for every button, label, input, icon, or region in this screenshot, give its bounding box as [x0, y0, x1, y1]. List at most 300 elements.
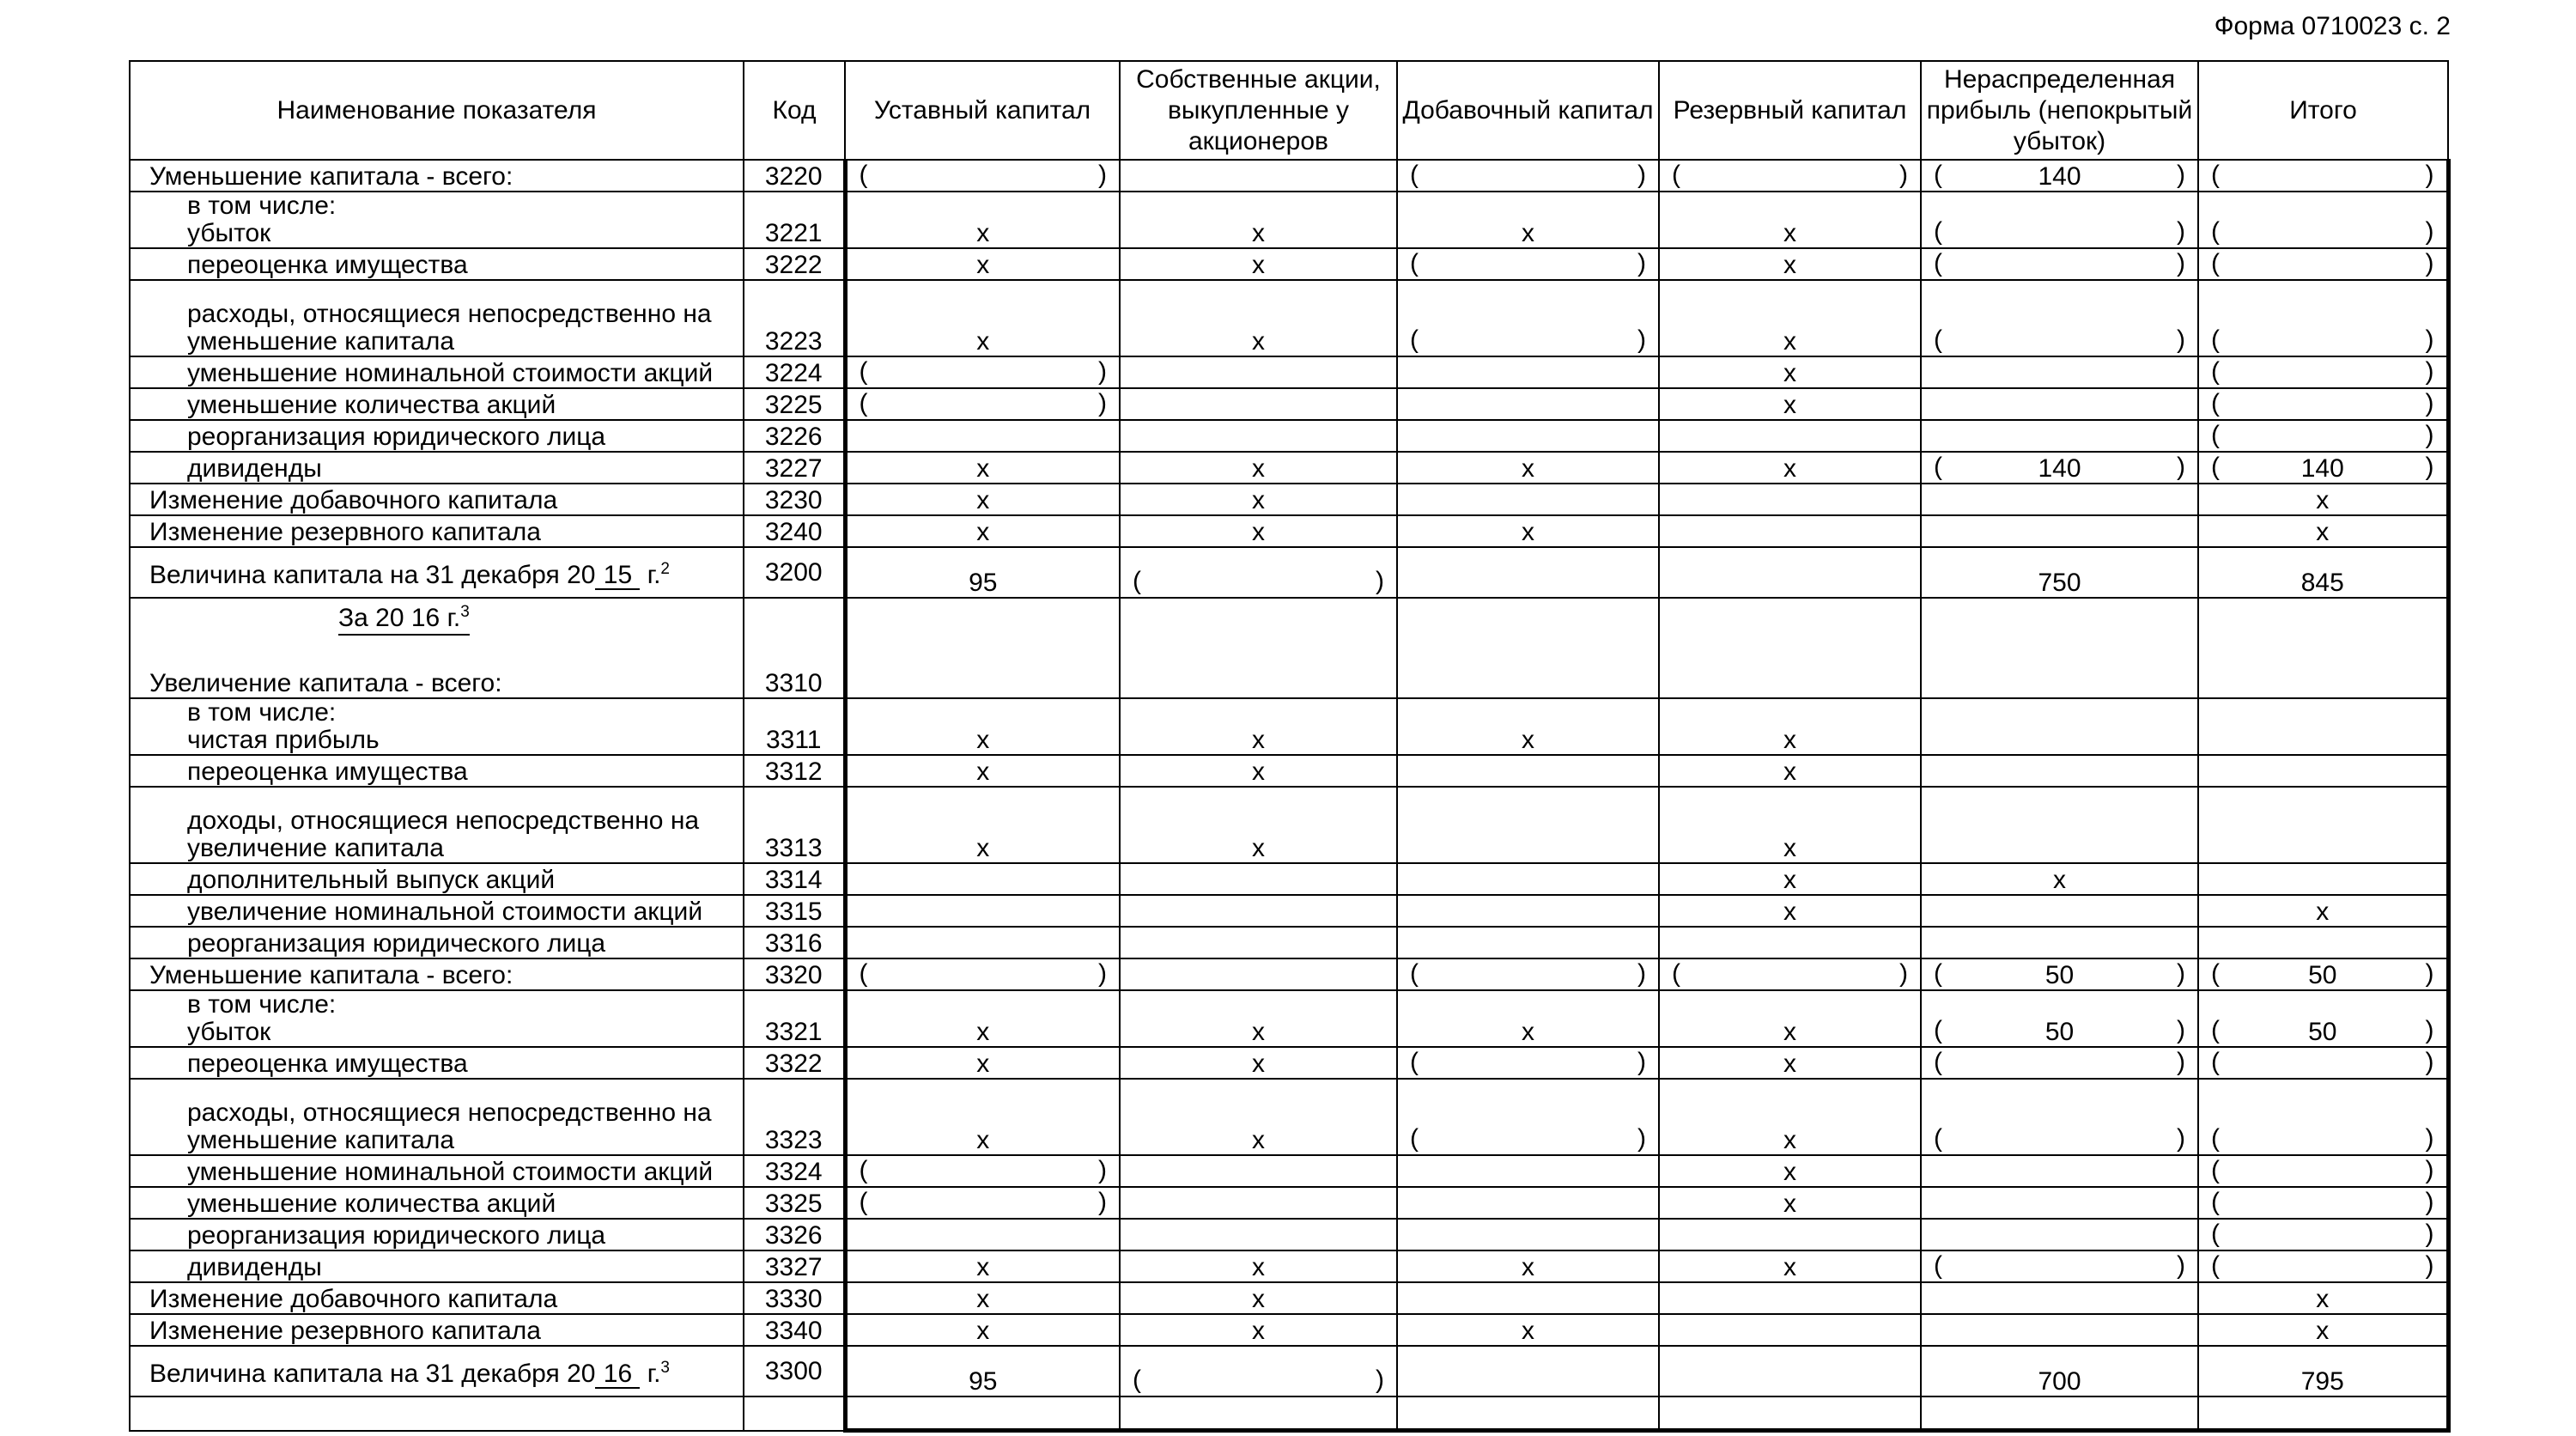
- authorized-capital-cell: x: [845, 248, 1120, 280]
- table-row: [130, 895, 2448, 927]
- row-label: Изменение резервного капитала: [130, 1314, 744, 1346]
- row-label-text: чистая прибыль: [187, 726, 380, 754]
- retained-earnings-cell: [1921, 1282, 2198, 1314]
- header-reserve-capital: Резервный капитал: [1659, 61, 1921, 160]
- reserve-capital-cell: x: [1659, 1047, 1921, 1079]
- row-code: 3320: [744, 958, 845, 990]
- table-row: [130, 863, 2448, 895]
- total-cell: [2198, 388, 2448, 420]
- reserve-capital-cell: [1659, 515, 1921, 547]
- row-code: 3311: [744, 698, 845, 755]
- total-cell: [2198, 1155, 2448, 1187]
- reserve-capital-cell: x: [1659, 1079, 1921, 1155]
- own-shares-cell: x: [1120, 1282, 1397, 1314]
- row-label: Уменьшение капитала - всего:: [130, 160, 744, 192]
- additional-capital-cell: [1397, 547, 1659, 598]
- authorized-capital-cell: [845, 1187, 1120, 1219]
- retained-earnings-cell: 700: [1921, 1346, 2198, 1396]
- row-code: 3220: [744, 160, 845, 192]
- additional-capital-cell: [1397, 280, 1659, 356]
- additional-capital-cell: [1397, 356, 1659, 388]
- row-label: Уменьшение капитала - всего:: [130, 958, 744, 990]
- retained-earnings-cell: [1921, 388, 2198, 420]
- retained-earnings-cell: [1921, 698, 2198, 755]
- retained-earnings-cell: [1921, 1047, 2198, 1079]
- own-shares-cell: x: [1120, 1047, 1397, 1079]
- retained-earnings-cell: ( 50 ): [1921, 990, 2198, 1047]
- retained-earnings-cell: [1921, 1250, 2198, 1282]
- row-label-intro: доходы, относящиеся непосредственно на: [187, 806, 700, 835]
- row-code: 3225: [744, 388, 845, 420]
- retained-earnings-cell: [1921, 755, 2198, 787]
- table-row: [130, 755, 2448, 787]
- reserve-capital-cell: [1659, 484, 1921, 515]
- total-cell: [2198, 192, 2448, 248]
- additional-capital-cell: [1397, 1187, 1659, 1219]
- additional-capital-cell: [1397, 927, 1659, 958]
- own-shares-cell: [1120, 1187, 1397, 1219]
- own-shares-cell: [1120, 598, 1397, 698]
- reserve-capital-cell: x: [1659, 787, 1921, 863]
- authorized-capital-cell: x: [845, 990, 1120, 1047]
- period-year: 16: [410, 604, 440, 632]
- table-row: [130, 1346, 2448, 1396]
- retained-earnings-cell: [1921, 1219, 2198, 1250]
- retained-earnings-cell: [1921, 1155, 2198, 1187]
- year-field: 15: [595, 563, 640, 590]
- row-label: [130, 192, 744, 248]
- retained-earnings-cell: [1921, 1079, 2198, 1155]
- header-row: [130, 61, 2448, 160]
- table-row-empty: [130, 1396, 2448, 1431]
- header-authorized-capital: Уставный капитал: [845, 61, 1120, 160]
- own-shares-cell: x: [1120, 1314, 1397, 1346]
- row-code: 3326: [744, 1219, 845, 1250]
- retained-earnings-cell: [1921, 484, 2198, 515]
- year-field: 16: [595, 1361, 640, 1389]
- header-own-shares: Собственные акции, выкупленные у акционеров: [1120, 61, 1397, 160]
- additional-capital-cell: [1397, 895, 1659, 927]
- authorized-capital-cell: x: [845, 515, 1120, 547]
- authorized-capital-cell: [845, 958, 1120, 990]
- authorized-capital-cell: x: [845, 1250, 1120, 1282]
- row-code: 3221: [744, 192, 845, 248]
- row-label: Изменение добавочного капитала: [130, 484, 744, 515]
- additional-capital-cell: x: [1397, 192, 1659, 248]
- row-code: 3327: [744, 1250, 845, 1282]
- form-number: Форма 0710023 с. 2: [2214, 12, 2451, 40]
- authorized-capital-cell: x: [845, 1047, 1120, 1079]
- additional-capital-cell: x: [1397, 1314, 1659, 1346]
- authorized-capital-cell: [845, 598, 1120, 698]
- additional-capital-cell: x: [1397, 452, 1659, 484]
- own-shares-cell: x: [1120, 1250, 1397, 1282]
- row-code: 3314: [744, 863, 845, 895]
- own-shares-cell: x: [1120, 990, 1397, 1047]
- retained-earnings-cell: [1921, 515, 2198, 547]
- reserve-capital-cell: x: [1659, 990, 1921, 1047]
- own-shares-cell: [1120, 388, 1397, 420]
- row-code: 3325: [744, 1187, 845, 1219]
- year-suffix: г.: [647, 560, 661, 589]
- additional-capital-cell: [1397, 755, 1659, 787]
- total-cell: ( 140 ): [2198, 452, 2448, 484]
- retained-earnings-cell: [1921, 927, 2198, 958]
- total-cell: [2198, 698, 2448, 755]
- row-code: 3324: [744, 1155, 845, 1187]
- row-label: [130, 1346, 744, 1396]
- reserve-capital-cell: x: [1659, 895, 1921, 927]
- reserve-capital-cell: x: [1659, 1155, 1921, 1187]
- table-row: [130, 958, 2448, 990]
- own-shares-cell: [1120, 1155, 1397, 1187]
- reserve-capital-cell: x: [1659, 452, 1921, 484]
- table-row: [130, 547, 2448, 598]
- retained-earnings-cell: [1921, 248, 2198, 280]
- row-code: 3200: [744, 547, 845, 598]
- row-label: [130, 1079, 744, 1155]
- reserve-capital-cell: [1659, 1346, 1921, 1396]
- total-cell: [2198, 280, 2448, 356]
- reserve-capital-cell: [1659, 1314, 1921, 1346]
- row-code: 3230: [744, 484, 845, 515]
- authorized-capital-cell: 95: [845, 1346, 1120, 1396]
- authorized-capital-cell: x: [845, 452, 1120, 484]
- own-shares-cell: [1120, 420, 1397, 452]
- reserve-capital-cell: x: [1659, 698, 1921, 755]
- row-code: 3227: [744, 452, 845, 484]
- period-header: [149, 599, 743, 636]
- table-row: [130, 192, 2448, 248]
- retained-earnings-cell: ( 140 ): [1921, 452, 2198, 484]
- reserve-capital-cell: x: [1659, 1250, 1921, 1282]
- additional-capital-cell: [1397, 1079, 1659, 1155]
- authorized-capital-cell: 95: [845, 547, 1120, 598]
- total-cell: x: [2198, 895, 2448, 927]
- empty-cell: [744, 1396, 845, 1431]
- total-cell: [2198, 598, 2448, 698]
- table-row: [130, 452, 2448, 484]
- total-cell: 795: [2198, 1346, 2448, 1396]
- row-code: 3224: [744, 356, 845, 388]
- authorized-capital-cell: x: [845, 192, 1120, 248]
- additional-capital-cell: [1397, 1219, 1659, 1250]
- own-shares-cell: x: [1120, 280, 1397, 356]
- retained-earnings-cell: [1921, 192, 2198, 248]
- reserve-capital-cell: x: [1659, 388, 1921, 420]
- additional-capital-cell: x: [1397, 1250, 1659, 1282]
- authorized-capital-cell: [845, 895, 1120, 927]
- row-label: [130, 787, 744, 863]
- total-cell: [2198, 1187, 2448, 1219]
- total-cell: [2198, 787, 2448, 863]
- row-label-text: увеличение капитала: [187, 834, 444, 862]
- year-suffix: г.: [647, 1359, 661, 1388]
- reserve-capital-cell: x: [1659, 1187, 1921, 1219]
- row-code: 3310: [744, 598, 845, 698]
- capital-changes-table: [129, 60, 2451, 1433]
- row-code: 3330: [744, 1282, 845, 1314]
- empty-cell: [2198, 1396, 2448, 1431]
- table-row: [130, 1047, 2448, 1079]
- authorized-capital-cell: x: [845, 1079, 1120, 1155]
- authorized-capital-cell: x: [845, 484, 1120, 515]
- empty-cell: [1397, 1396, 1659, 1431]
- total-cell: [2198, 420, 2448, 452]
- header-retained-earnings: Нераспределенная прибыль (непокрытый убыток): [1921, 61, 2198, 160]
- additional-capital-cell: [1397, 1155, 1659, 1187]
- total-cell: [2198, 356, 2448, 388]
- own-shares-cell: x: [1120, 248, 1397, 280]
- own-shares-cell: x: [1120, 755, 1397, 787]
- reserve-capital-cell: [1659, 547, 1921, 598]
- row-code: 3240: [744, 515, 845, 547]
- total-cell: [2198, 863, 2448, 895]
- reserve-capital-cell: [1659, 958, 1921, 990]
- table-row: [130, 698, 2448, 755]
- row-code: 3313: [744, 787, 845, 863]
- reserve-capital-cell: [1659, 420, 1921, 452]
- own-shares-cell: [1120, 1219, 1397, 1250]
- retained-earnings-cell: [1921, 1187, 2198, 1219]
- own-shares-cell: x: [1120, 787, 1397, 863]
- table-row: [130, 787, 2448, 863]
- row-code: 3226: [744, 420, 845, 452]
- header-total: Итого: [2198, 61, 2448, 160]
- row-label: переоценка имущества: [130, 248, 744, 280]
- retained-earnings-cell: ( 50 ): [1921, 958, 2198, 990]
- footnote-mark: 2: [660, 559, 670, 578]
- additional-capital-cell: x: [1397, 698, 1659, 755]
- table-body: [130, 160, 2448, 1431]
- row-label: дивиденды: [130, 1250, 744, 1282]
- reserve-capital-cell: x: [1659, 755, 1921, 787]
- table-row: [130, 388, 2448, 420]
- retained-earnings-cell: [1921, 1314, 2198, 1346]
- row-label-text: Увеличение капитала - всего:: [149, 669, 502, 697]
- reserve-capital-cell: [1659, 927, 1921, 958]
- additional-capital-cell: [1397, 787, 1659, 863]
- own-shares-cell: x: [1120, 192, 1397, 248]
- row-label-intro: расходы, относящиеся непосредственно на: [187, 1098, 712, 1127]
- retained-earnings-cell: [1921, 420, 2198, 452]
- authorized-capital-cell: [845, 927, 1120, 958]
- total-cell: [2198, 1079, 2448, 1155]
- row-label: [130, 990, 744, 1047]
- row-code: 3312: [744, 755, 845, 787]
- additional-capital-cell: [1397, 420, 1659, 452]
- reserve-capital-cell: [1659, 598, 1921, 698]
- table-row: [130, 1155, 2448, 1187]
- row-label-intro: в том числе:: [187, 192, 337, 220]
- total-cell: 845: [2198, 547, 2448, 598]
- row-label-text: убыток: [187, 219, 271, 247]
- table-row: [130, 515, 2448, 547]
- reserve-capital-cell: x: [1659, 280, 1921, 356]
- row-label: уменьшение номинальной стоимости акций: [130, 356, 744, 388]
- additional-capital-cell: [1397, 484, 1659, 515]
- authorized-capital-cell: [845, 420, 1120, 452]
- authorized-capital-cell: [845, 1219, 1120, 1250]
- empty-cell: [1659, 1396, 1921, 1431]
- row-code: 3222: [744, 248, 845, 280]
- own-shares-cell: x: [1120, 484, 1397, 515]
- table-row: [130, 927, 2448, 958]
- row-label: уменьшение количества акций: [130, 388, 744, 420]
- row-label: дополнительный выпуск акций: [130, 863, 744, 895]
- authorized-capital-cell: x: [845, 1282, 1120, 1314]
- table-row: [130, 484, 2448, 515]
- total-cell: x: [2198, 1314, 2448, 1346]
- period-label: За 20: [338, 604, 404, 632]
- row-label-intro: в том числе:: [187, 698, 337, 727]
- table-row: [130, 420, 2448, 452]
- own-shares-cell: [1120, 895, 1397, 927]
- row-label: реорганизация юридического лица: [130, 420, 744, 452]
- additional-capital-cell: [1397, 958, 1659, 990]
- table-row: [130, 356, 2448, 388]
- row-label-text: уменьшение капитала: [187, 1126, 455, 1154]
- row-label-text: убыток: [187, 1018, 271, 1046]
- authorized-capital-cell: [845, 160, 1120, 192]
- total-cell: x: [2198, 1282, 2448, 1314]
- row-code: 3322: [744, 1047, 845, 1079]
- authorized-capital-cell: [845, 356, 1120, 388]
- own-shares-cell: x: [1120, 452, 1397, 484]
- own-shares-cell: [1120, 1346, 1397, 1396]
- row-label: [130, 547, 744, 598]
- authorized-capital-cell: x: [845, 698, 1120, 755]
- authorized-capital-cell: [845, 388, 1120, 420]
- own-shares-cell: x: [1120, 1079, 1397, 1155]
- row-label: переоценка имущества: [130, 1047, 744, 1079]
- own-shares-cell: [1120, 958, 1397, 990]
- total-cell: [2198, 1047, 2448, 1079]
- retained-earnings-cell: [1921, 787, 2198, 863]
- table-row: [130, 1282, 2448, 1314]
- reserve-capital-cell: x: [1659, 356, 1921, 388]
- own-shares-cell: x: [1120, 698, 1397, 755]
- retained-earnings-cell: [1921, 598, 2198, 698]
- row-label: дивиденды: [130, 452, 744, 484]
- total-cell: [2198, 755, 2448, 787]
- row-label: Изменение резервного капитала: [130, 515, 744, 547]
- row-code: 3315: [744, 895, 845, 927]
- row-label: [130, 280, 744, 356]
- additional-capital-cell: x: [1397, 990, 1659, 1047]
- total-cell: [2198, 927, 2448, 958]
- header-additional-capital: Добавочный капитал: [1397, 61, 1659, 160]
- empty-cell: [1120, 1396, 1397, 1431]
- own-shares-cell: x: [1120, 515, 1397, 547]
- authorized-capital-cell: [845, 1155, 1120, 1187]
- table-row: [130, 1250, 2448, 1282]
- additional-capital-cell: [1397, 1282, 1659, 1314]
- row-label: [130, 598, 744, 698]
- table-row: [130, 1314, 2448, 1346]
- row-label: увеличение номинальной стоимости акций: [130, 895, 744, 927]
- retained-earnings-cell: 750: [1921, 547, 2198, 598]
- own-shares-cell: [1120, 160, 1397, 192]
- row-code: 3223: [744, 280, 845, 356]
- row-label: уменьшение номинальной стоимости акций: [130, 1155, 744, 1187]
- footnote-mark: 3: [460, 603, 470, 621]
- reserve-capital-cell: [1659, 160, 1921, 192]
- total-cell: ( 50 ): [2198, 958, 2448, 990]
- additional-capital-cell: [1397, 863, 1659, 895]
- retained-earnings-cell: [1921, 280, 2198, 356]
- total-cell: x: [2198, 515, 2448, 547]
- row-code: 3340: [744, 1314, 845, 1346]
- table-row: [130, 1187, 2448, 1219]
- additional-capital-cell: [1397, 1047, 1659, 1079]
- row-code: 3300: [744, 1346, 845, 1396]
- total-cell: [2198, 1250, 2448, 1282]
- header-indicator: Наименование показателя: [130, 61, 744, 160]
- row-label: Изменение добавочного капитала: [130, 1282, 744, 1314]
- total-cell: ( 50 ): [2198, 990, 2448, 1047]
- row-label-intro: расходы, относящиеся непосредственно на: [187, 300, 712, 328]
- additional-capital-cell: [1397, 1346, 1659, 1396]
- period-caption: [338, 599, 470, 636]
- period-suffix: г.: [447, 604, 461, 632]
- additional-capital-cell: [1397, 160, 1659, 192]
- row-label: уменьшение количества акций: [130, 1187, 744, 1219]
- table-row: [130, 1219, 2448, 1250]
- row-label: переоценка имущества: [130, 755, 744, 787]
- additional-capital-cell: [1397, 388, 1659, 420]
- table-row: [130, 598, 2448, 698]
- additional-capital-cell: [1397, 248, 1659, 280]
- own-shares-cell: [1120, 927, 1397, 958]
- row-label: реорганизация юридического лица: [130, 927, 744, 958]
- row-code: 3321: [744, 990, 845, 1047]
- row-code: 3323: [744, 1079, 845, 1155]
- total-cell: x: [2198, 484, 2448, 515]
- row-label: [130, 698, 744, 755]
- table-row: [130, 248, 2448, 280]
- additional-capital-cell: x: [1397, 515, 1659, 547]
- row-label-text: Величина капитала на 31 декабря 20: [149, 560, 596, 589]
- own-shares-cell: [1120, 547, 1397, 598]
- reserve-capital-cell: x: [1659, 863, 1921, 895]
- retained-earnings-cell: [1921, 356, 2198, 388]
- row-label-text: Величина капитала на 31 декабря 20: [149, 1359, 596, 1388]
- table-row: [130, 280, 2448, 356]
- retained-earnings-cell: x: [1921, 863, 2198, 895]
- reserve-capital-cell: [1659, 1219, 1921, 1250]
- reserve-capital-cell: [1659, 1282, 1921, 1314]
- table-row: [130, 1079, 2448, 1155]
- header-code: Код: [744, 61, 845, 160]
- authorized-capital-cell: x: [845, 1314, 1120, 1346]
- row-label-text: уменьшение капитала: [187, 327, 455, 356]
- row-code: 3316: [744, 927, 845, 958]
- row-label-intro: в том числе:: [187, 990, 337, 1019]
- total-cell: [2198, 160, 2448, 192]
- authorized-capital-cell: x: [845, 280, 1120, 356]
- total-cell: [2198, 1219, 2448, 1250]
- reserve-capital-cell: x: [1659, 248, 1921, 280]
- table-row: [130, 990, 2448, 1047]
- authorized-capital-cell: x: [845, 787, 1120, 863]
- empty-cell: [1921, 1396, 2198, 1431]
- additional-capital-cell: [1397, 598, 1659, 698]
- table-row: [130, 160, 2448, 192]
- authorized-capital-cell: [845, 863, 1120, 895]
- retained-earnings-cell: [1921, 895, 2198, 927]
- footnote-mark: 3: [660, 1358, 670, 1377]
